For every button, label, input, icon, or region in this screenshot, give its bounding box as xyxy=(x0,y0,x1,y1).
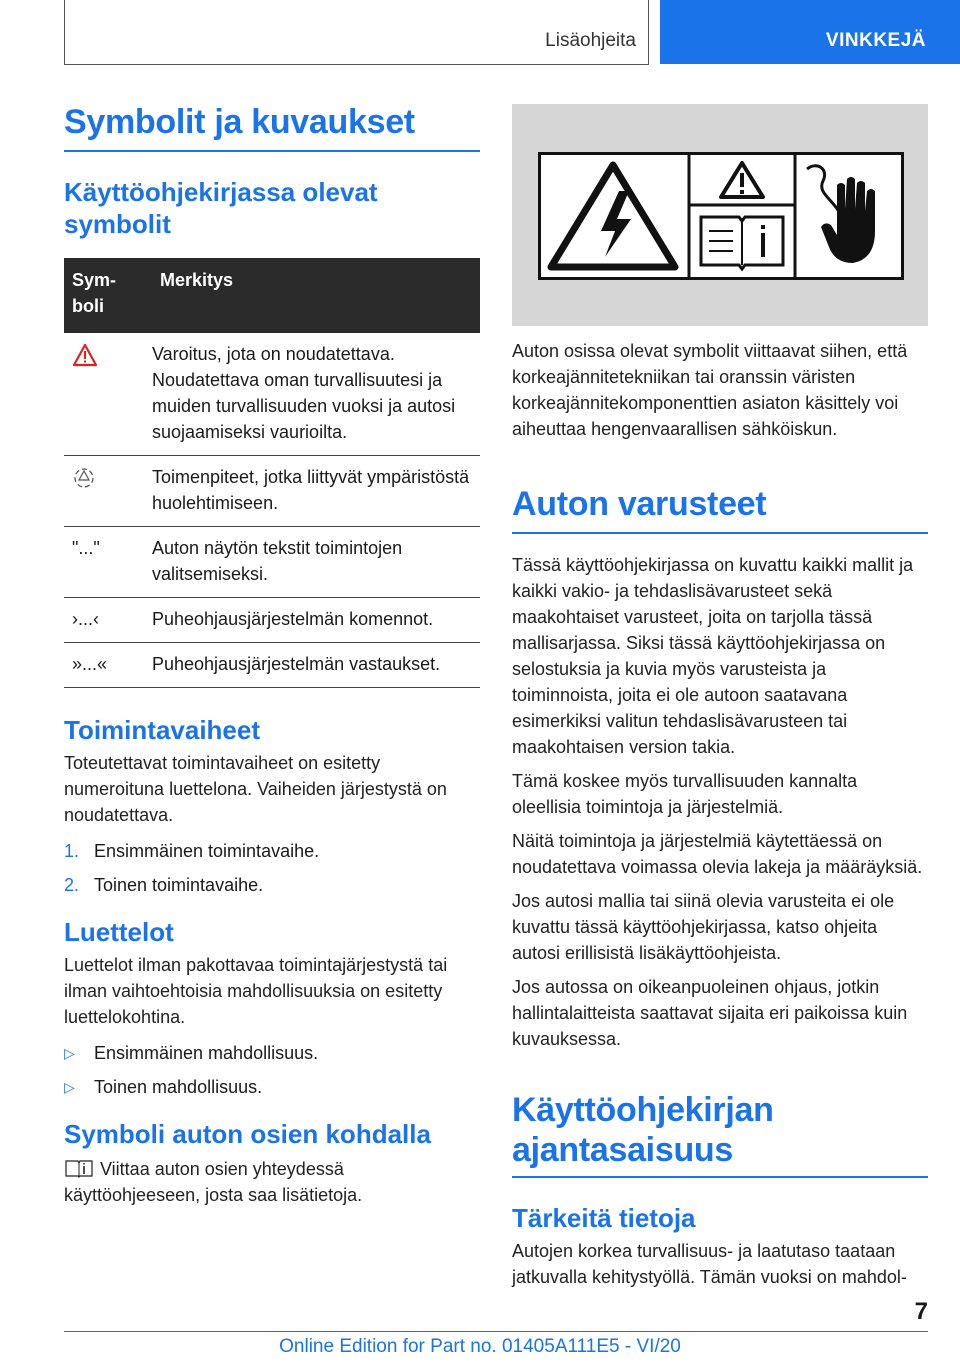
steps-list xyxy=(64,838,480,898)
picture-caption: Auton osissa olevat symbolit viittaavat siihen, että korkeajännitetekniikan tai oranssin väristen korkeajännitekomponenttien asiaton käsittely voi aiheuttaa hengenvaarallisen sähköiskun. xyxy=(512,341,908,439)
step-text: Ensimmäinen toimintavaihe. xyxy=(94,841,320,861)
footer-rule xyxy=(64,1331,928,1332)
hv-symbols-graphic xyxy=(541,155,901,277)
header-section[interactable]: Lisäohjeita xyxy=(545,30,636,51)
footer-edition: Online Edition for Part no. 01405A111E5 - VI/20 xyxy=(279,1336,681,1357)
header-border-bottom xyxy=(64,64,649,65)
header-border-right xyxy=(648,0,649,64)
step-number: 1. xyxy=(64,841,80,861)
equipment-paragraph: Tämä koskee myös turvallisuuden kannalta oleellisia toimintoja ja järjestelmiä. xyxy=(512,771,858,817)
update-rule xyxy=(512,1176,928,1178)
row-meaning: Toimenpiteet, jotka liittyvät ympäristöstä huolehtimiseen. xyxy=(152,456,480,527)
manual-book-icon xyxy=(64,1158,94,1178)
bullet-icon: ▷ xyxy=(64,1045,75,1061)
list-item xyxy=(64,1040,480,1066)
parts-heading: Symboli auton osien kohdalla xyxy=(64,1119,431,1149)
header-tab-label: VINKKEJÄ xyxy=(825,30,926,51)
symbols-heading: Käyttöohjekirjassa olevat symbolit xyxy=(64,177,378,239)
equipment-paragraph: Jos autossa on oikeanpuoleinen ohjaus, jotkin hallintalaitteista saattavat sijaita eri paikoissa kuin kuvauksessa. xyxy=(512,977,908,1049)
update-heading: Käyttöohjekirjan ajantasaisuus xyxy=(512,1091,774,1169)
page-number: 7 xyxy=(914,1298,928,1325)
warning-icon xyxy=(64,333,152,456)
bullet-list xyxy=(64,1040,480,1100)
header-tab[interactable] xyxy=(660,0,960,64)
step-number: 2. xyxy=(64,875,80,895)
page-title: Symbolit ja kuvaukset xyxy=(64,103,415,141)
lists-intro: Luettelot ilman pakottavaa toimintajärjestystä tai ilman vaihtoehtoisia mahdollisuuksia on esitetty luettelokohtina. xyxy=(64,955,448,1027)
left-column xyxy=(64,100,480,1208)
steps-intro: Toteutettavat toimintavaiheet on esitetty numeroituna luettelona. Vaiheiden järjestystä on noudatettava. xyxy=(64,753,447,825)
list-item xyxy=(64,872,480,898)
equipment-rule xyxy=(512,532,928,534)
col-symbol: Sym- boli xyxy=(64,258,152,333)
list-item xyxy=(64,838,480,864)
row-meaning: Auton näytön tekstit toimintojen valitsemiseksi. xyxy=(152,527,480,598)
recycle-icon xyxy=(64,456,152,527)
hv-warning-label xyxy=(538,152,904,280)
lists-heading: Luettelot xyxy=(64,917,174,947)
row-meaning: Puheohjausjärjestelmän komennot. xyxy=(152,598,480,643)
row-symbol: ›...‹ xyxy=(64,598,152,643)
header-border-left xyxy=(64,0,65,64)
step-text: Toinen toimintavaihe. xyxy=(94,875,264,895)
important-paragraph: Autojen korkea turvallisuus- ja laatutaso taataan jatkuvalla kehitystyöllä. Tämän vuoksi on mahdol- xyxy=(512,1241,907,1287)
equipment-paragraph: Tässä käyttöohjekirjassa on kuvattu kaikki mallit ja kaikki vakio- ja tehdaslisävarusteet sekä maakohtaiset varusteet, joita on tarjolla tässä mallisarjassa. Siksi tässä käyttöohjekirjassa on selostuksia ja kuvia myös varusteista ja toiminnoista, joita ei ole autoon saatavana esimerkiksi valitun tehdaslisävarusteen tai maakohtaisen version takia. xyxy=(512,555,914,757)
title-rule xyxy=(64,150,480,152)
parts-text-block xyxy=(64,1156,480,1208)
row-symbol: »...« xyxy=(64,643,152,688)
hv-warning-picture xyxy=(512,104,928,326)
row-meaning: Puheohjausjärjestelmän vastaukset. xyxy=(152,643,480,688)
important-heading: Tärkeitä tietoja xyxy=(512,1203,696,1233)
bullet-text: Ensimmäinen mahdollisuus. xyxy=(94,1043,319,1063)
symbols-table xyxy=(64,258,480,688)
table-row xyxy=(64,456,480,527)
equipment-paragraph: Näitä toimintoja ja järjestelmiä käytettäessä on noudatettava voimassa olevia lakeja ja määräyksiä. xyxy=(512,831,923,877)
row-meaning: Varoitus, jota on noudatettava. Noudatettava oman turvallisuutesi ja muiden turvallisuuden vuoksi ja autosi suojaamiseksi vaurioilta. xyxy=(152,333,480,456)
equipment-heading: Auton varusteet xyxy=(512,485,767,523)
col-meaning: Merkitys xyxy=(152,258,480,333)
table-row xyxy=(64,527,480,598)
steps-heading: Toimintavaiheet xyxy=(64,715,261,745)
table-row xyxy=(64,598,480,643)
right-column xyxy=(512,104,928,1290)
bullet-icon: ▷ xyxy=(64,1079,75,1095)
bullet-text: Toinen mahdollisuus. xyxy=(94,1077,263,1097)
table-row xyxy=(64,333,480,456)
equipment-paragraph: Jos autosi mallia tai siinä olevia varusteita ei ole kuvattu tässä käyttöohjekirjassa, katso ohjeita autosi erillisistä lisäkäyttöohjeista. xyxy=(512,891,895,963)
row-symbol: "..." xyxy=(64,527,152,598)
list-item xyxy=(64,1074,480,1100)
parts-text: Viittaa auton osien yhteydessä käyttöohjeeseen, josta saa lisätietoja. xyxy=(64,1159,363,1205)
table-row xyxy=(64,643,480,688)
